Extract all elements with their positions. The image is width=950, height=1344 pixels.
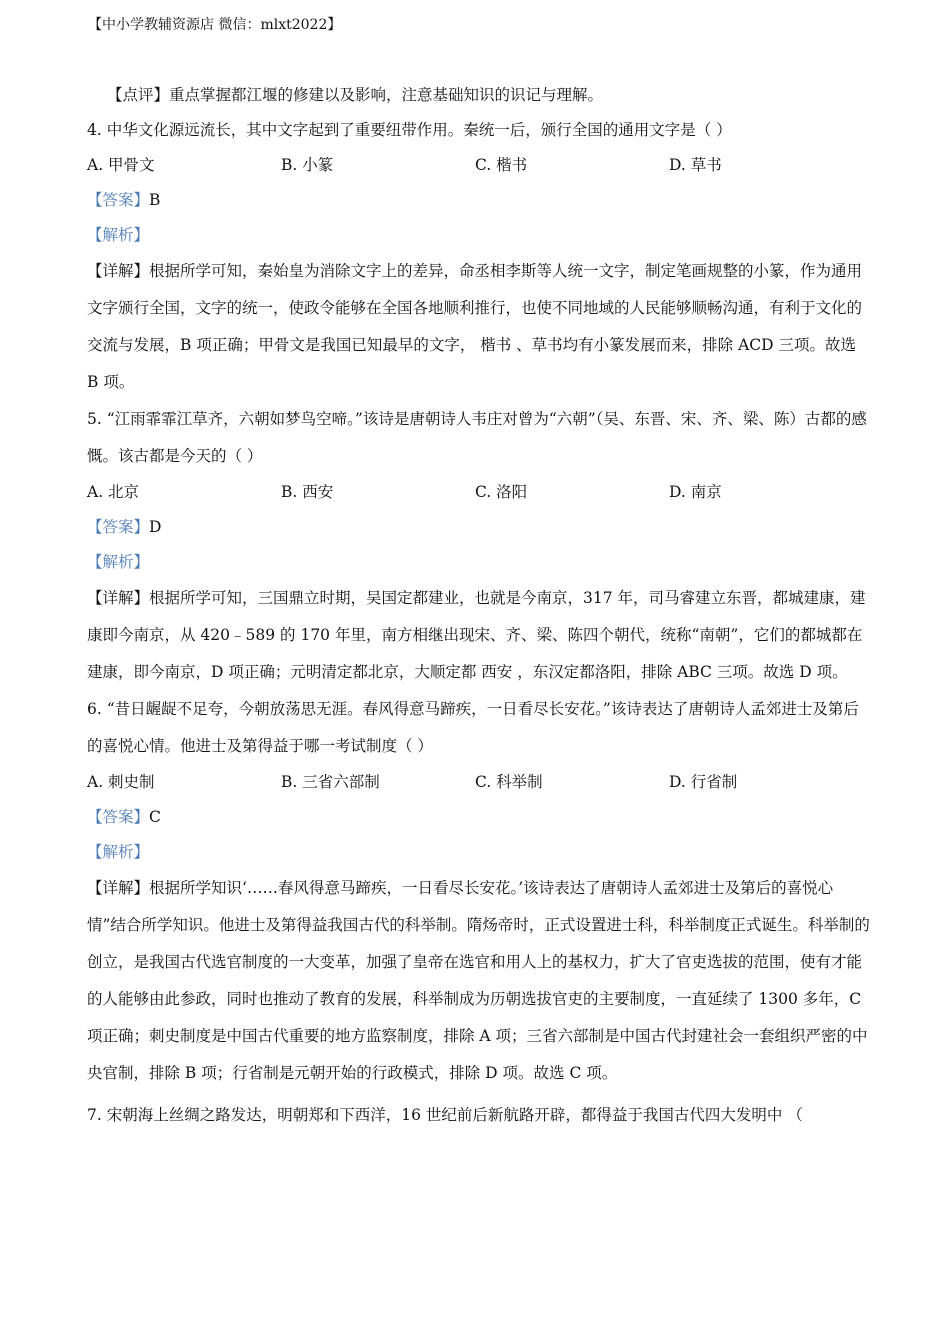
- question-5-answer: [87, 510, 872, 545]
- question-6-options: [87, 765, 872, 800]
- detail-label: 【详解】: [87, 879, 150, 897]
- question-4-detail: [87, 253, 872, 401]
- answer-label: 【答案】: [87, 518, 150, 536]
- option-d: D. 行省制: [669, 773, 738, 791]
- detail-text: 根据所学可知，秦始皇为消除文字上的差异，命丞相李斯等人统一文字，制定笔画规整的小篆，作为通用文字颁行全国，文字的统一，使政令能够在全国各地顺利推行，也使不同地域的人民能够顺畅沟通，有利于文化的交流与发展，B 项正确；甲骨文是我国已知最早的文字， 楷书 、草书均有小篆发展而来，排除 ACD 三项。故选 B 项。: [87, 262, 863, 391]
- question-4-answer: [87, 183, 872, 218]
- question-4-options: [87, 148, 872, 183]
- option-d: D. 南京: [669, 483, 722, 501]
- detail-label: 【详解】: [87, 262, 150, 280]
- question-7-stem: 7. 宋朝海上丝绸之路发达，明朝郑和下西洋，16 世纪前后新航路开辟，都得益于我国古代四大发明中 （: [87, 1106, 803, 1124]
- answer-label: 【答案】: [87, 808, 150, 826]
- question-6-detail: [87, 870, 872, 1092]
- detail-text: 根据所学知识‘……春风得意马蹄疾，一日看尽长安花。’该诗表达了唐朝诗人孟郊进士及第后的喜悦心情”结合所学知识。他进士及第得益我国古代的科举制。隋炀帝时，正式设置进士科，科举制度正式诞生。科举制的创立，是我国古代选官制度的一大变革，加强了皇帝在选官和用人上的基权力，扩大了官吏选拔的范围，使有才能的人能够由此参政，同时也推动了教育的发展，科举制成为历朝选拔官吏的主要制度，一直延续了 1300 多年，C 项正确；刺史制度是中国古代重要的地方监察制度，排除 A 项；三省六部制是中国古代封建社会一套组织严密的中央官制，排除 B 项；行省制是元朝开始的行政模式，排除 D 项。故选 C 项。: [87, 879, 870, 1082]
- question-6-analysis-label: 【解析】: [87, 843, 150, 861]
- question-6-answer: [87, 800, 872, 835]
- option-c: C. 楷书: [475, 156, 528, 174]
- option-a: A. 北京: [87, 483, 140, 501]
- option-a: A. 刺史制: [87, 773, 155, 791]
- detail-label: 【详解】: [87, 589, 150, 607]
- question-4-stem: 4. 中华文化源远流长，其中文字起到了重要纽带作用。秦统一后，颁行全国的通用文字是（ ）: [87, 121, 732, 139]
- question-5-detail: [87, 580, 872, 691]
- question-5-options: [87, 475, 872, 510]
- answer-value: C: [149, 808, 161, 826]
- question-5-stem: 5. “江雨霏霏江草齐，六朝如梦鸟空啼。”该诗是唐朝诗人韦庄对曾为“六朝”（吴、东晋、宋、齐、梁、陈）古都的感慨。该古都是今天的（ ）: [87, 410, 867, 465]
- question-6-stem: 6. “昔日龌龊不足夸，今朝放荡思无涯。春风得意马蹄疾，一日看尽长安花。”该诗表达了唐朝诗人孟郊进士及第后的喜悦心情。他进士及第得益于哪一考试制度（ ）: [87, 700, 859, 755]
- comment-line: [87, 78, 872, 113]
- comment-text: 重点掌握都江堰的修建以及影响，注意基础知识的识记与理解。: [169, 86, 604, 104]
- option-b: B. 西安: [281, 483, 334, 501]
- question-4-analysis-label: 【解析】: [87, 226, 150, 244]
- answer-value: D: [149, 518, 162, 536]
- comment-label: 【点评】: [107, 86, 170, 104]
- document-body: [87, 78, 872, 1133]
- option-d: D. 草书: [669, 156, 722, 174]
- option-a: A. 甲骨文: [87, 156, 155, 174]
- option-c: C. 科举制: [475, 773, 543, 791]
- option-b: B. 小篆: [281, 156, 334, 174]
- option-c: C. 洛阳: [475, 483, 528, 501]
- detail-text: 根据所学可知，三国鼎立时期，吴国定都建业，也就是今南京，317 年，司马睿建立东晋，都城建康，建康即今南京，从 420﹣589 的 170 年里，南方相继出现宋、齐、梁、陈四个朝代，统称“南朝”，它们的都城都在建康，即今南京，D 项正确；元明清定都北京，大顺定都 西安 ，东汉定都洛阳，排除 ABC 三项。故选 D 项。: [87, 589, 866, 681]
- answer-value: B: [149, 191, 161, 209]
- page-header: 【中小学教辅资源店 微信：mlxt2022】: [88, 17, 342, 33]
- question-5-analysis-label: 【解析】: [87, 553, 150, 571]
- answer-label: 【答案】: [87, 191, 150, 209]
- option-b: B. 三省六部制: [281, 773, 380, 791]
